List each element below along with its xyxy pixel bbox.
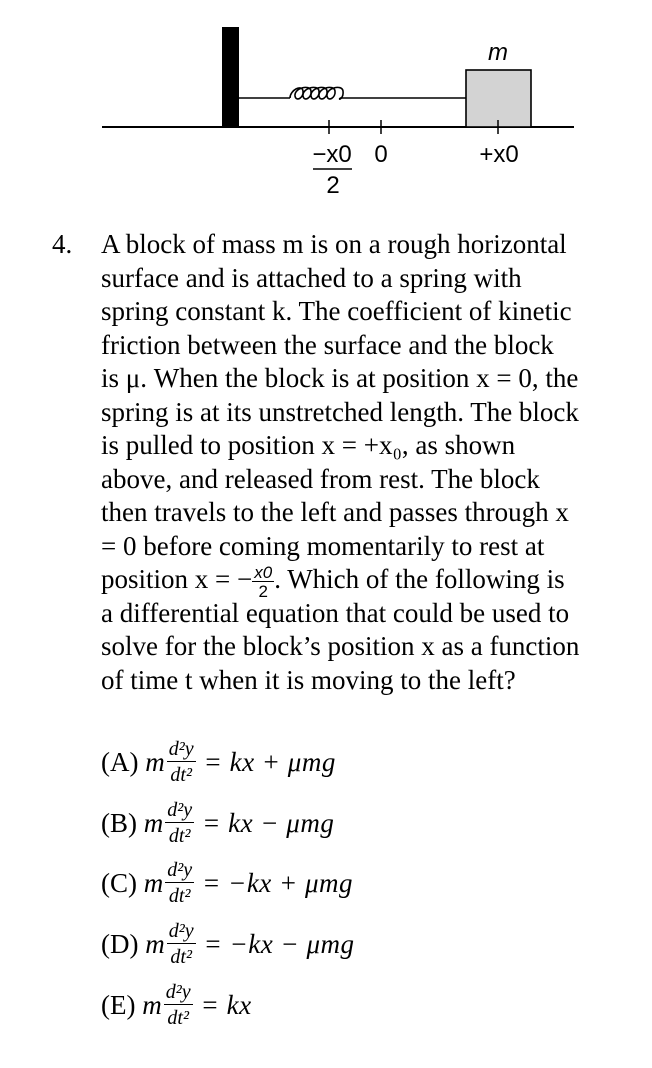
derivative-num: d²y <box>168 738 194 760</box>
derivative-den: dt² <box>168 825 191 847</box>
derivative-den: dt² <box>167 1007 189 1029</box>
question-line: spring constant k. The coefficient of kinetic <box>101 296 572 326</box>
choice-mass: m <box>142 989 162 1020</box>
question-text <box>101 228 621 697</box>
tick-right-label: +x0 <box>479 141 519 168</box>
derivative-num: d²y <box>167 799 193 821</box>
choice-c[interactable] <box>101 860 353 920</box>
question-line: then travels to the left and passes through x <box>101 497 569 527</box>
choice-label: (D) <box>101 928 139 959</box>
choice-rhs: = kx − μmg <box>202 807 335 838</box>
tick-zero-label: 0 <box>374 141 388 168</box>
tick-left-den: 2 <box>326 172 340 199</box>
inline-fraction-num: x0 <box>254 562 273 582</box>
wall <box>222 27 239 127</box>
question-line: above, and released from rest. The block <box>101 463 540 494</box>
choice-rhs: = −kx − μmg <box>203 928 355 959</box>
derivative-fraction <box>167 921 196 967</box>
block <box>466 70 531 127</box>
question-line: spring is at its unstretched length. The block <box>101 396 579 427</box>
inline-fraction-den: 2 <box>258 581 268 601</box>
derivative-den: dt² <box>168 885 191 907</box>
inline-fraction <box>252 564 274 600</box>
derivative-fraction <box>165 860 194 906</box>
choice-d[interactable] <box>101 921 355 981</box>
choice-mass: m <box>143 867 164 898</box>
question-line: is pulled to position x = +x₀, as shown <box>101 430 516 460</box>
choice-mass: m <box>145 928 165 959</box>
spring-coil <box>290 87 343 99</box>
mass-label: m <box>488 39 508 66</box>
choice-e[interactable] <box>101 982 252 1042</box>
question-line-with-fraction <box>101 562 621 601</box>
spring-tail <box>415 89 440 98</box>
question-line: solve for the block’s position x as a function <box>101 631 580 661</box>
choice-label: (E) <box>101 989 136 1020</box>
choice-label: (A) <box>101 746 139 777</box>
derivative-num: d²y <box>165 981 191 1003</box>
question-line: friction between the surface and the block <box>101 329 554 360</box>
choice-rhs: = kx + μmg <box>203 746 336 777</box>
choice-mass: m <box>145 746 165 777</box>
choice-a[interactable] <box>101 739 336 799</box>
question-line: a differential equation that could be used to <box>101 597 570 628</box>
derivative-fraction <box>167 739 196 785</box>
question-line: surface and is attached to a spring with <box>101 262 522 293</box>
choice-label: (B) <box>101 807 137 838</box>
choice-b[interactable] <box>101 800 334 860</box>
choice-rhs: = −kx + μmg <box>202 867 354 898</box>
choice-rhs: = kx <box>200 989 252 1020</box>
question-line: A block of mass m is on a rough horizontal <box>101 229 567 259</box>
choice-label: (C) <box>101 867 137 898</box>
question-line: of time t when it is moving to the left? <box>101 664 516 695</box>
derivative-fraction <box>165 800 194 846</box>
question-line-part: . Which of the following is <box>274 564 565 594</box>
question-line: is μ. When the block is at position x = 0, the <box>101 363 579 393</box>
spring-block-diagram <box>0 0 652 215</box>
derivative-num: d²y <box>167 859 193 881</box>
derivative-fraction <box>164 982 193 1028</box>
question-line-part: position x = − <box>101 564 253 594</box>
question-line: = 0 before coming momentarily to rest at <box>101 530 545 561</box>
derivative-den: dt² <box>170 946 192 968</box>
derivative-den: dt² <box>170 764 192 786</box>
derivative-num: d²y <box>168 920 194 942</box>
choice-mass: m <box>143 807 164 838</box>
question-number: 4. <box>52 229 73 259</box>
tick-left-label: −x0 <box>312 141 352 168</box>
